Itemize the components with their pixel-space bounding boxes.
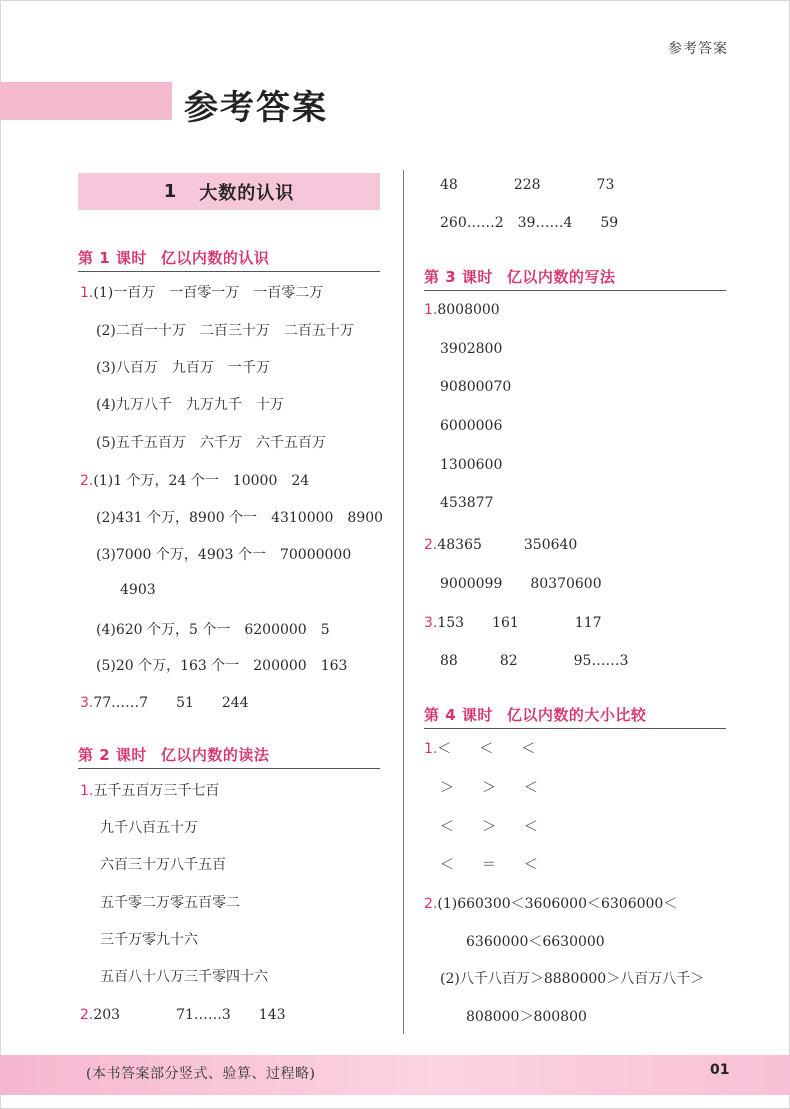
answer-text: (1)一百万 一百零一万 一百零二万 (93, 285, 324, 301)
answer-text: ＜ ＝ ＜ (440, 857, 538, 873)
answer-text: 77……7 51 244 (93, 695, 249, 711)
answer-text: 五百八十八万三千零四十六 (100, 969, 268, 985)
answer-line (80, 692, 249, 712)
item-number: 2. (424, 537, 438, 553)
answer-text: 88 82 95……3 (440, 653, 629, 669)
answer-line (100, 966, 268, 986)
lesson-title: 亿以内数的认识 (160, 249, 270, 267)
lesson-heading-4 (424, 704, 726, 729)
answer-line (440, 341, 502, 357)
answer-line (96, 357, 270, 377)
answer-text: 203 71……3 143 (93, 1007, 286, 1023)
answer-line (100, 892, 240, 912)
answer-line (80, 470, 309, 490)
answer-line (440, 212, 618, 232)
lesson-heading-3 (424, 266, 726, 291)
lesson-title: 亿以内数的大小比较 (506, 706, 647, 724)
lesson-title: 亿以内数的读法 (160, 746, 270, 764)
answer-line (440, 777, 538, 797)
answer-line (100, 817, 198, 837)
answer-text: (5)20 个万，163 个一 200000 163 (96, 658, 348, 674)
answer-line (96, 320, 354, 340)
chapter-title: 大数的认识 (199, 182, 295, 204)
answer-line (466, 1006, 587, 1026)
answer-text: (2)八千八百万＞8880000＞八百万八千＞ (440, 971, 705, 987)
answer-line (424, 893, 677, 913)
page-number: 01 (710, 1062, 730, 1078)
answer-text: 1300600 (440, 457, 503, 473)
answer-text: 五千五百万三千七百 (93, 783, 220, 799)
item-number: 2. (80, 473, 94, 489)
item-number: 1. (80, 285, 94, 301)
lesson-heading-1 (78, 247, 380, 272)
answer-text: 8008000 (437, 302, 500, 318)
item-number: 1. (80, 783, 94, 799)
answer-line (424, 302, 500, 318)
lesson-title: 亿以内数的写法 (506, 268, 616, 286)
answer-line (440, 573, 602, 593)
answer-line (96, 507, 383, 527)
item-number: 1. (424, 302, 438, 318)
answer-text: (1)1 个万，24 个一 10000 24 (93, 473, 310, 489)
answer-text: 153 161 117 (437, 615, 602, 631)
answer-line (96, 655, 347, 675)
answer-text: 808000＞800800 (466, 1009, 587, 1025)
answer-line (440, 816, 538, 836)
answer-text: (4)九万八千 九万九千 十万 (96, 397, 284, 413)
chapter-number: 1 (163, 181, 178, 202)
column-divider (403, 170, 404, 1034)
answer-line (440, 174, 614, 194)
item-number: 2. (80, 1007, 94, 1023)
answer-text: (5)五千五百万 六千万 六千五百万 (96, 435, 326, 451)
answer-text: 6360000＜6630000 (466, 934, 605, 950)
answer-text: 3902800 (440, 341, 503, 357)
answer-line (80, 1004, 286, 1024)
answer-text: (3)7000 个万，4903 个一 70000000 (96, 547, 352, 563)
running-header: 参考答案 (668, 41, 728, 57)
answer-line (96, 544, 351, 564)
answer-text: ＜ ＜ ＜ (437, 741, 536, 757)
answer-text: 4903 (120, 582, 156, 598)
answer-line (424, 534, 577, 554)
item-number: 3. (80, 695, 94, 711)
lesson-label: 第 4 课时 (424, 706, 493, 724)
answer-line (96, 394, 284, 414)
item-number: 1. (424, 741, 438, 757)
answer-text: (2)431 个万，8900 个一 4310000 8900 (96, 510, 384, 526)
answer-line (440, 418, 502, 434)
answer-text: 48 228 73 (440, 177, 615, 193)
answer-text: (1)660300＜3606000＜6306000＜ (437, 896, 678, 912)
answer-text: 三千万零九十六 (100, 932, 198, 948)
answer-line (440, 379, 511, 395)
answer-line (440, 495, 493, 511)
answer-text: (4)620 个万，5 个一 6200000 5 (96, 622, 330, 638)
answer-text: (2)二百一十万 二百三十万 二百五十万 (96, 323, 354, 339)
answer-text: ＞ ＞ ＜ (440, 780, 538, 796)
answer-text: 六百三十万八千五百 (100, 857, 226, 873)
lesson-heading-2 (78, 744, 380, 769)
answer-line (424, 738, 535, 758)
item-number: 3. (424, 615, 438, 631)
answer-text: 五千零二万零五百零二 (100, 895, 240, 911)
answer-line (466, 931, 605, 951)
answer-text: 453877 (440, 495, 494, 511)
answer-text: 6000006 (440, 418, 503, 434)
answer-text: 90800070 (440, 379, 512, 395)
answer-line (80, 780, 219, 800)
answer-line (100, 854, 226, 874)
title-accent-band (0, 82, 172, 120)
footer-note: (本书答案部分竖式、验算、过程略) (86, 1066, 316, 1082)
answer-line (440, 457, 502, 473)
answer-line (120, 582, 156, 598)
answer-line (80, 282, 323, 302)
answer-line (96, 619, 330, 639)
item-number: 2. (424, 896, 438, 912)
answer-line (424, 612, 602, 632)
answer-text: (3)八百万 九百万 一千万 (96, 360, 270, 376)
answer-line (440, 854, 538, 874)
answer-text: 48365 350640 (437, 537, 578, 553)
lesson-label: 第 2 课时 (78, 746, 147, 764)
answer-line (440, 650, 628, 670)
lesson-label: 第 1 课时 (78, 249, 147, 267)
page-title: 参考答案 (184, 88, 328, 128)
answer-line (100, 929, 198, 949)
answer-line (440, 968, 704, 988)
answer-text: 九千八百五十万 (100, 820, 198, 836)
answer-text: ＜ ＞ ＜ (440, 819, 538, 835)
lesson-label: 第 3 课时 (424, 268, 493, 286)
answer-line (96, 432, 326, 452)
chapter-heading (78, 173, 380, 210)
answer-text: 260……2 39……4 59 (440, 215, 619, 231)
answer-text: 9000099 80370600 (440, 576, 602, 592)
